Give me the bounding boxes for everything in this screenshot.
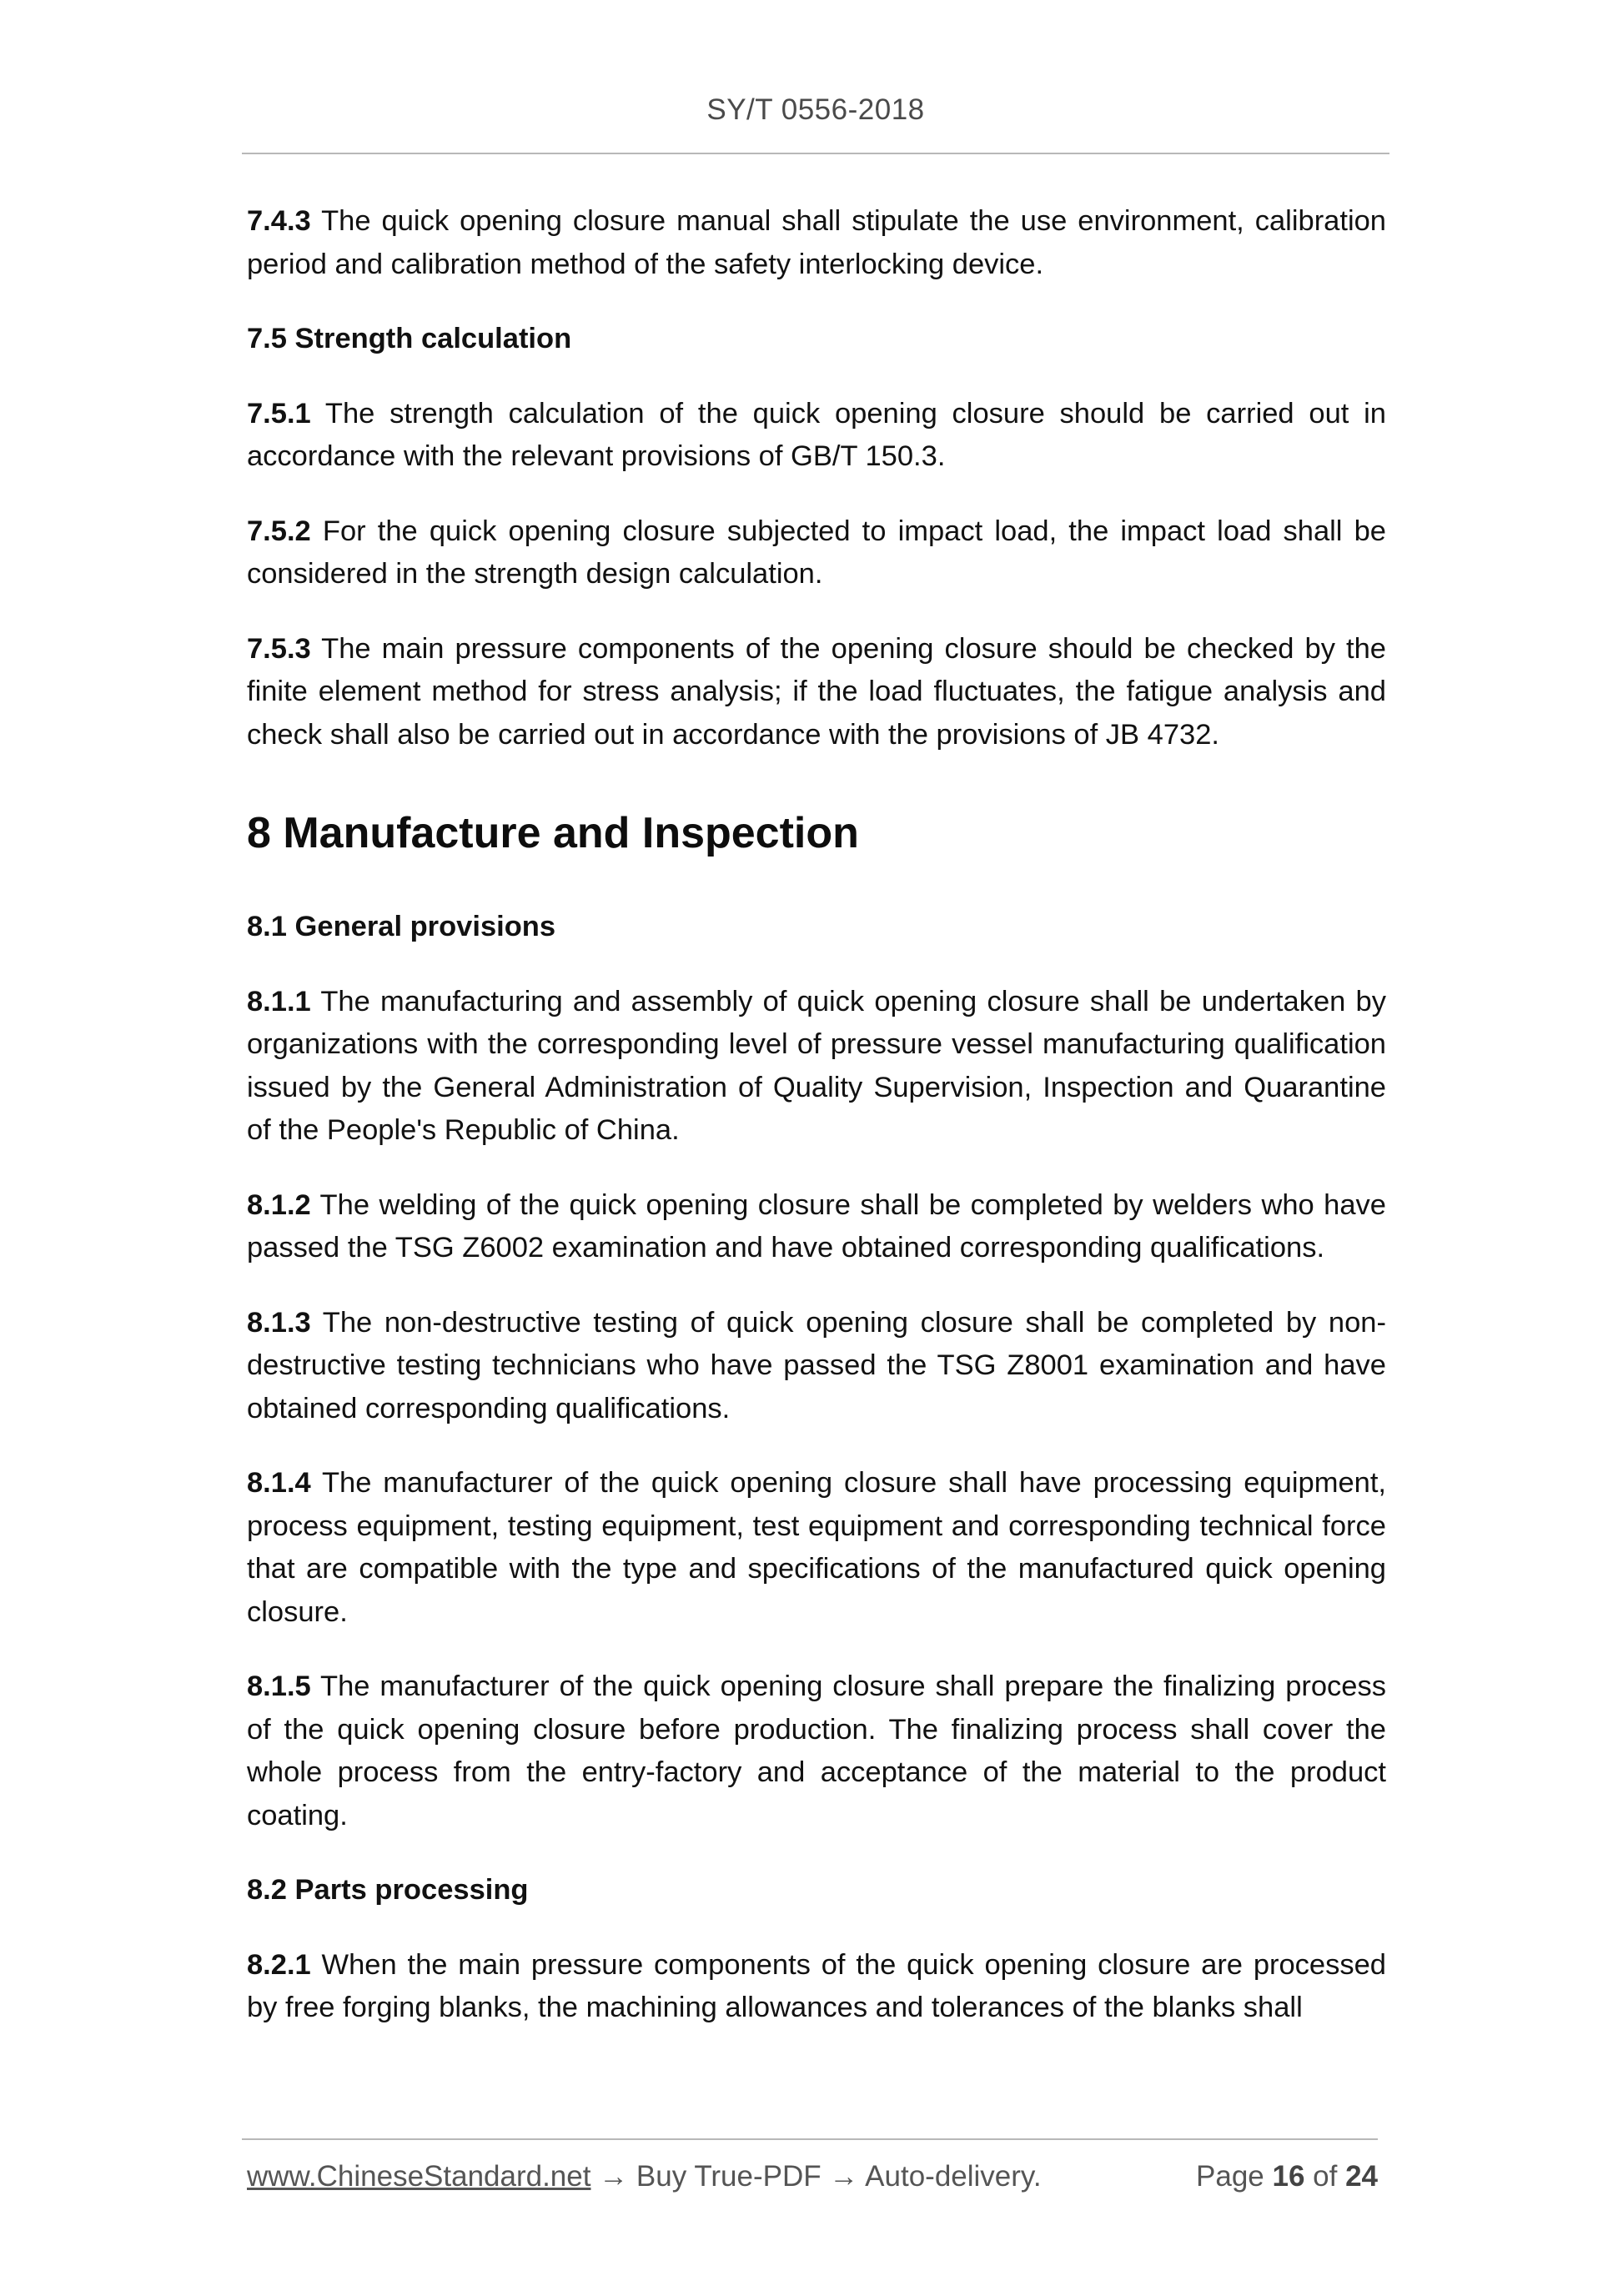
chapter-heading-8: 8 Manufacture and Inspection	[247, 809, 859, 857]
clause-7-5-2	[247, 510, 1386, 596]
clause-number: 8.1.1	[247, 985, 311, 1017]
page-label: Page	[1196, 2160, 1273, 2193]
clause-text: When the main pressure components of the quick opening closure are processed by free forging blanks, the machining allowances and tolerances of the blanks shall	[247, 1948, 1386, 2023]
clause-number: 8.1.5	[247, 1671, 311, 1702]
clause-number: 7.5.1	[247, 397, 311, 430]
clause-number: 8.1.2	[247, 1188, 311, 1221]
clause-text: The welding of the quick opening closure shall be completed by welders who have passed the TSG Z6002 examination and have obtained corresponding qualifications.	[247, 1188, 1386, 1264]
clause-7-4-3	[247, 200, 1386, 286]
footer-website-link[interactable]: www.ChineseStandard.net	[247, 2160, 591, 2193]
page-header-standard-code: SY/T 0556-2018	[706, 93, 925, 126]
clause-text: The manufacturer of the quick opening closure shall prepare the finalizing process of the quick opening closure before production. The finalizing process shall cover the whole process from the entry-factory and acceptance of the material to the product coating.	[247, 1671, 1386, 1831]
page-number	[1196, 2160, 1378, 2193]
clause-8-2-1	[247, 1944, 1386, 2030]
page-current: 16	[1272, 2160, 1305, 2193]
clause-8-1-4	[247, 1462, 1386, 1634]
clause-number: 7.5.2	[247, 515, 311, 547]
clause-text: The quick opening closure manual shall stipulate the use environment, calibration period and calibration method of the safety interlocking device.	[247, 205, 1386, 280]
section-heading-8-2: 8.2 Parts processing	[247, 1874, 529, 1906]
clause-7-5-3	[247, 628, 1386, 757]
document-body	[247, 200, 1386, 2062]
clause-text: The manufacturing and assembly of quick opening closure shall be undertaken by organizations with the corresponding level of pressure vessel manufacturing qualification issued by the General Administration of Quality Supervision, Inspection and Quarantine of the People's Republic of China.	[247, 985, 1386, 1146]
footer-promo	[247, 2160, 1042, 2193]
clause-text: The manufacturer of the quick opening closure shall have processing equipment, process equipment, testing equipment, test equipment and corresponding technical force that are compatible with the type and specifications of the manufactured quick opening closure.	[247, 1467, 1386, 1628]
clause-text: The main pressure components of the opening closure should be checked by the finite element method for stress analysis; if the load fluctuates, the fatigue analysis and check shall also be carried out in accordance with the provisions of JB 4732.	[247, 632, 1386, 751]
page-separator: of	[1304, 2160, 1346, 2193]
clause-text: The non-destructive testing of quick opening closure shall be completed by non-destructive testing technicians who have passed the TSG Z8001 examination and have obtained corresponding qualifications.	[247, 1306, 1386, 1424]
clause-8-1-1	[247, 981, 1386, 1153]
clause-8-1-3	[247, 1302, 1386, 1431]
header-divider	[242, 153, 1389, 154]
footer-tagline: → Buy True-PDF → Auto-delivery.	[590, 2160, 1042, 2193]
clause-text: The strength calculation of the quick opening closure should be carried out in accordance with the relevant provisions of GB/T 150.3.	[247, 397, 1386, 472]
footer-divider	[242, 2138, 1378, 2140]
clause-8-1-5	[247, 1665, 1386, 1837]
section-heading-8-1: 8.1 General provisions	[247, 911, 556, 942]
clause-8-1-2	[247, 1184, 1386, 1270]
clause-number: 8.1.3	[247, 1306, 311, 1339]
clause-number: 8.1.4	[247, 1467, 311, 1499]
clause-number: 7.5.3	[247, 632, 311, 665]
page-total: 24	[1345, 2160, 1378, 2193]
section-heading-7-5: 7.5 Strength calculation	[247, 323, 572, 354]
clause-text: For the quick opening closure subjected to impact load, the impact load shall be considered in the strength design calculation.	[247, 515, 1386, 590]
clause-number: 7.4.3	[247, 205, 311, 237]
clause-7-5-1	[247, 393, 1386, 479]
clause-number: 8.2.1	[247, 1948, 311, 1981]
